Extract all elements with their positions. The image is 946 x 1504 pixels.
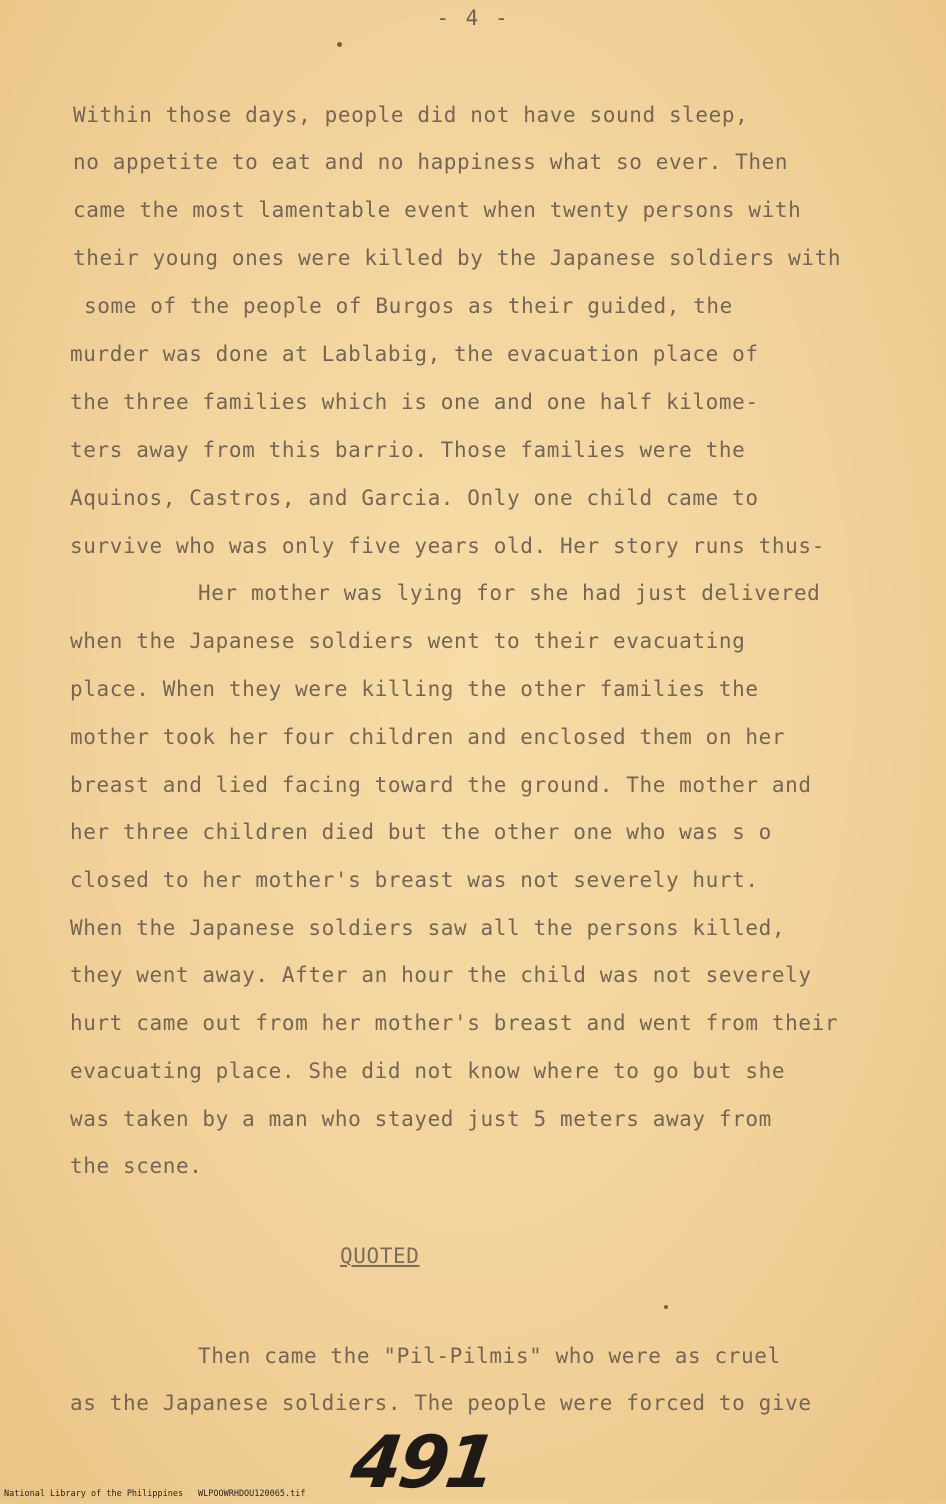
text-line: was taken by a man who stayed just 5 meters away from [70,1107,772,1131]
text-line: Aquinos, Castros, and Garcia. Only one child came to [70,486,759,510]
ink-spot [337,42,342,47]
text-line: evacuating place. She did not know where to go but she [70,1059,786,1083]
section-heading: QUOTED [340,1244,420,1268]
text-line: ters away from this barrio. Those families were the [70,438,746,462]
page-number: - 4 - [436,6,510,30]
handwritten-page-number: 491 [346,1420,500,1504]
text-line: hurt came out from her mother's breast and went from their [70,1011,839,1035]
text-line: Her mother was lying for she had just delivered [198,581,821,605]
text-line: her three children died but the other one who was s o [70,820,772,844]
footer-library-label: National Library of the Philippines [4,1489,184,1499]
text-line: their young ones were killed by the Japanese soldiers with [73,246,842,270]
footer-file-name: WLPOOWRHDOU120065.tif [198,1489,306,1499]
text-line: closed to her mother's breast was not severely hurt. [70,868,759,892]
text-line: some of the people of Burgos as their guided, the [84,294,733,318]
text-line: they went away. After an hour the child was not severely [70,963,812,987]
text-line: came the most lamentable event when twenty persons with [73,198,802,222]
text-line: Then came the "Pil-Pilmis" who were as cruel [198,1344,781,1368]
text-line: When the Japanese soldiers saw all the persons killed, [70,916,786,940]
text-line: breast and lied facing toward the ground. The mother and [70,773,812,797]
text-line: place. When they were killing the other families the [70,677,759,701]
text-line: the scene. [70,1154,203,1178]
text-line: mother took her four children and enclosed them on her [70,725,786,749]
text-line: Within those days, people did not have sound sleep, [73,103,749,127]
scan-footer [0,1489,946,1500]
text-line: survive who was only five years old. Her story runs thus- [70,534,825,558]
ink-spot [664,1305,668,1309]
text-line: when the Japanese soldiers went to their evacuating [70,629,746,653]
text-line: murder was done at Lablabig, the evacuation place of [70,342,759,366]
text-line: no appetite to eat and no happiness what so ever. Then [73,150,789,174]
text-line: the three families which is one and one half kilome- [70,390,759,414]
text-line: as the Japanese soldiers. The people were forced to give [70,1391,812,1415]
